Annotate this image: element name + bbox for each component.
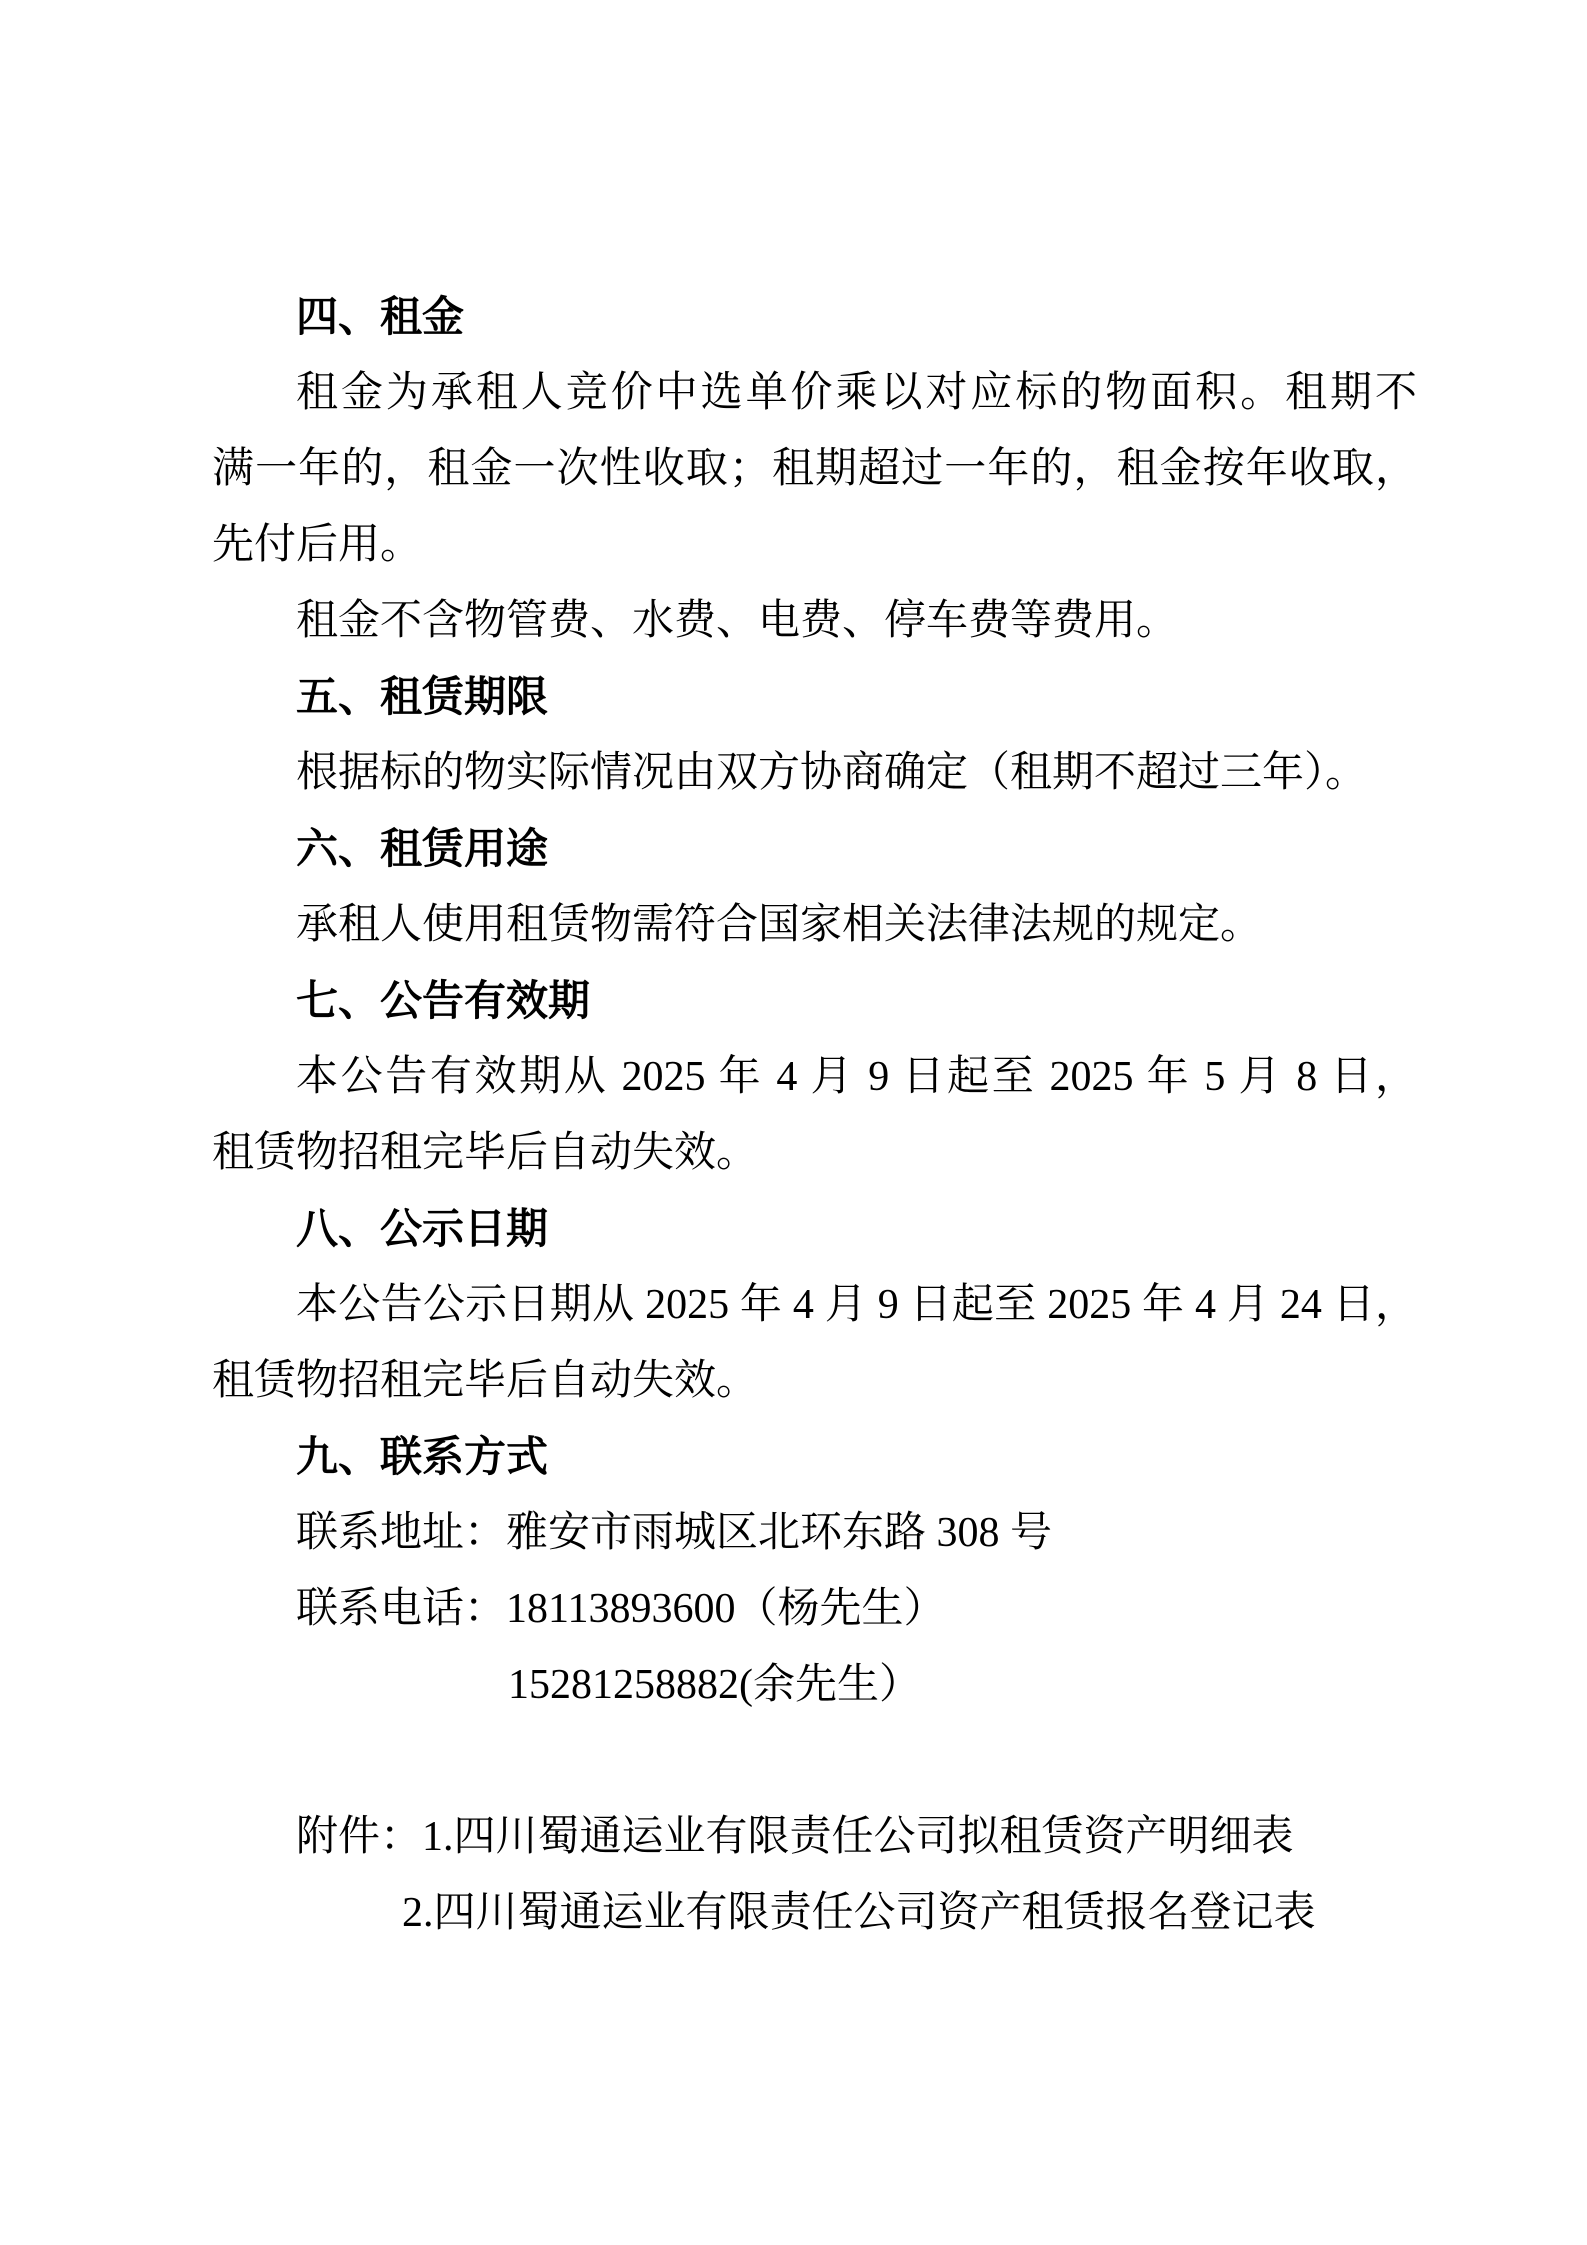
text-line: 2.四川蜀通运业有限责任公司资产租赁报名登记表 — [402, 1890, 1316, 1936]
text-line: 先付后用。 — [212, 522, 423, 568]
text-line: 租赁物招租完毕后自动失效。 — [212, 1358, 759, 1404]
document-content — [212, 279, 1417, 1951]
blank-line — [212, 1723, 1417, 1799]
text-line: 15281258882(余先生） — [508, 1662, 921, 1708]
text-line: 联系地址：雅安市雨城区北环东路 308 号 — [296, 1510, 1053, 1556]
text-line: 满一年的，租金一次性收取；租期超过一年的，租金按年收取， — [212, 446, 1417, 492]
text-line: 租赁物招租完毕后自动失效。 — [212, 1130, 759, 1176]
text-line: 租金不含物管费、水费、电费、停车费等费用。 — [296, 598, 1179, 644]
text-line: 租金为承租人竞价中选单价乘以对应标的物面积。租期不 — [296, 370, 1417, 416]
section-heading: 六、租赁用途 — [296, 825, 549, 872]
section-heading: 九、联系方式 — [296, 1433, 549, 1480]
text-line: 联系电话：18113893600（杨先生） — [296, 1586, 946, 1632]
text-line: 本公告公示日期从 2025 年 4 月 9 日起至 2025 年 4 月 24 日， — [296, 1282, 1417, 1328]
text-line: 根据标的物实际情况由双方协商确定（租期不超过三年）。 — [296, 750, 1368, 796]
text-line: 承租人使用租赁物需符合国家相关法律法规的规定。 — [296, 902, 1263, 948]
text-line: 本公告有效期从 2025 年 4 月 9 日起至 2025 年 5 月 8 日， — [296, 1054, 1417, 1100]
section-heading: 四、租金 — [296, 293, 465, 340]
section-heading: 七、公告有效期 — [296, 977, 591, 1024]
text-line: 附件：1.四川蜀通运业有限责任公司拟租赁资产明细表 — [296, 1814, 1294, 1860]
section-heading: 八、公示日期 — [296, 1205, 549, 1252]
section-heading: 五、租赁期限 — [296, 673, 549, 720]
